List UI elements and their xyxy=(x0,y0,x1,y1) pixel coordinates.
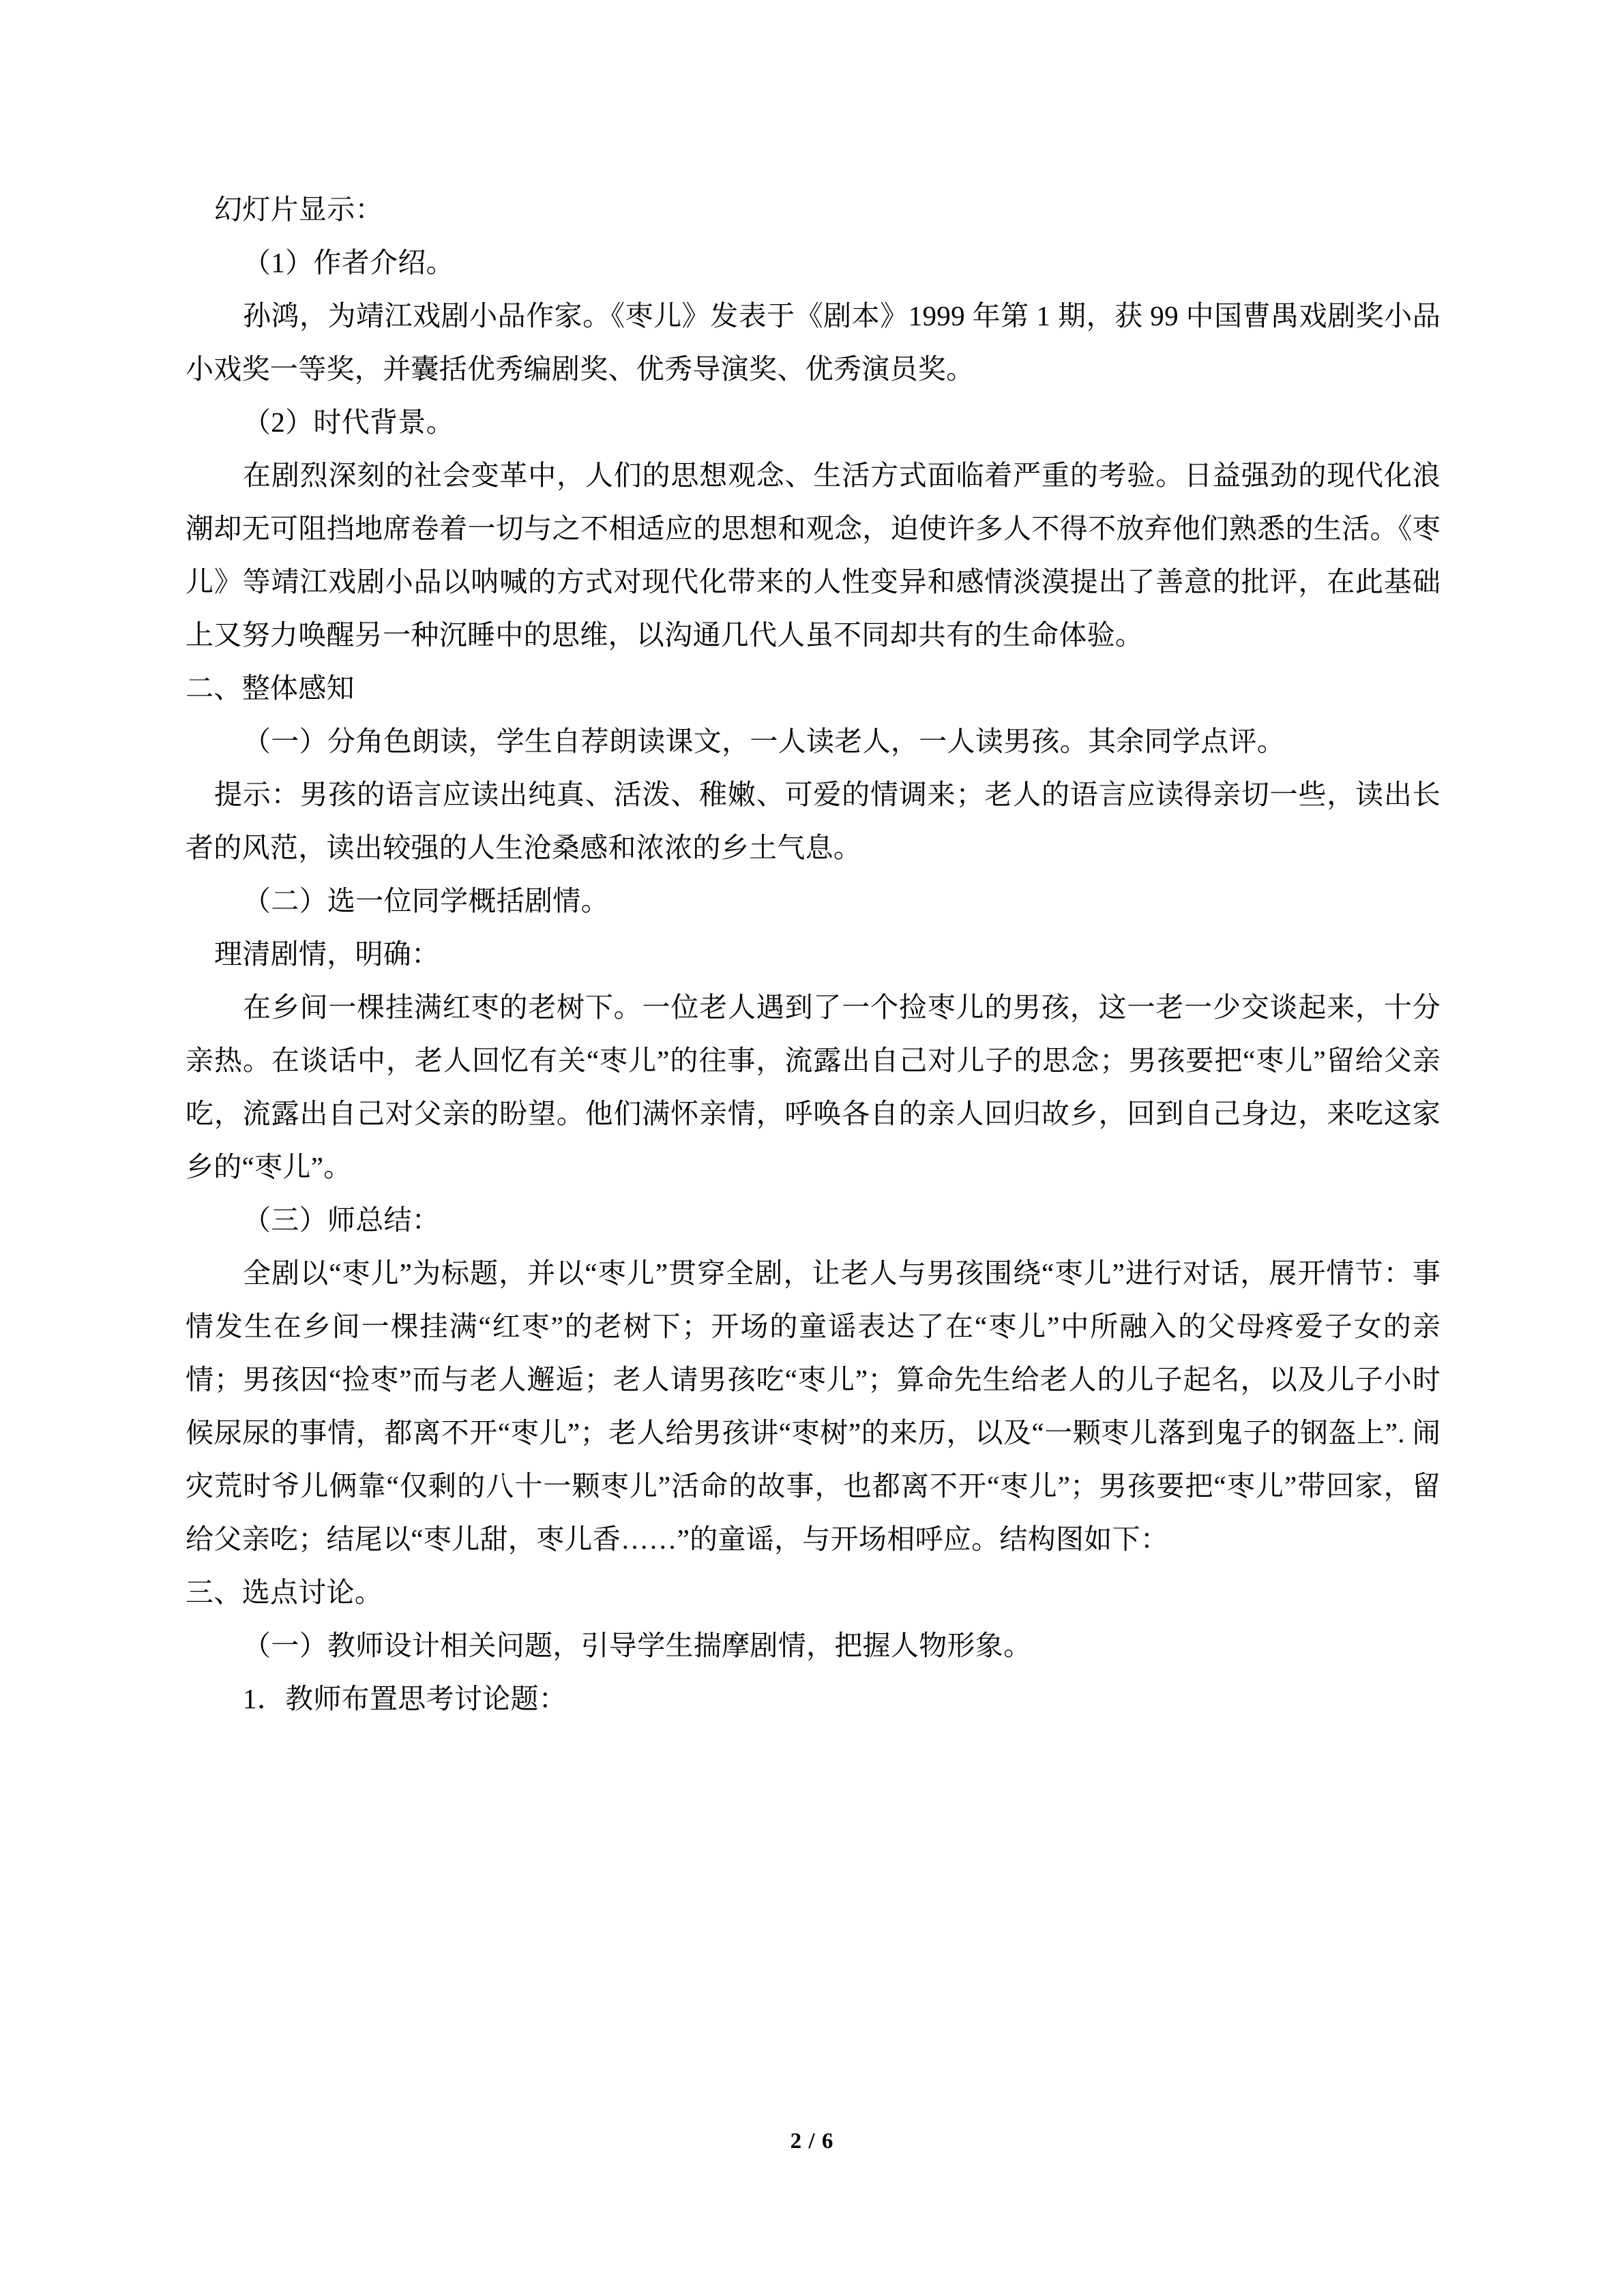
paragraph: 孙鸿，为靖江戏剧小品作家。《枣儿》发表于《剧本》1999 年第 1 期，获 99 中国曹禺戏剧奖小品小戏奖一等奖，并囊括优秀编剧奖、优秀导演奖、优秀演员奖。 xyxy=(186,300,1441,385)
paragraph: （三）师总结： xyxy=(243,1204,441,1236)
paragraph: 全剧以“枣儿”为标题，并以“枣儿”贯穿全剧，让老人与男孩围绕“枣儿”进行对话，展开情节：事情发生在乡间一棵挂满“红枣”的老树下；开场的童谣表达了在“枣儿”中所融入的父母疼爱子女的亲情；男孩因“捡枣”而与老人邂逅；老人请男孩吃“枣儿”；算命先生给老人的儿子起名，以及儿子小时候尿尿的事情，都离不开“枣儿”；老人给男孩讲“枣树”的来历，以及“一颗枣儿落到鬼子的钢盔上”. 闹灾荒时爷儿俩靠“仅剩的八十一颗枣儿”活命的故事，也都离不开“枣儿”；男孩要把“枣儿”带回家，留给父亲吃；结尾以“枣儿甜，枣儿香……”的童谣，与开场相呼应。结构图如下： xyxy=(186,1257,1441,1555)
paragraph: （二）选一位同学概括剧情。 xyxy=(243,885,609,916)
paragraph: （一）教师设计相关问题，引导学生揣摩剧情，把握人物形象。 xyxy=(243,1630,1032,1661)
page-body xyxy=(186,183,1441,1725)
paragraph: 提示：男孩的语言应读出纯真、活泼、稚嫩、可爱的情调来；老人的语言应读得亲切一些，读出长者的风范，读出较强的人生沧桑感和浓浓的乡土气息。 xyxy=(186,779,1441,863)
paragraph: 在剧烈深刻的社会变革中，人们的思想观念、生活方式面临着严重的考验。日益强劲的现代化浪潮却无可阻挡地席卷着一切与之不相适应的思想和观念，迫使许多人不得不放弃他们熟悉的生活。《枣儿》等靖江戏剧小品以呐喊的方式对现代化带来的人性变异和感情淡漠提出了善意的批评，在此基础上又努力唤醒另一种沉睡中的思维，以沟通几代人虽不同却共有的生命体验。 xyxy=(186,460,1441,651)
paragraph: 幻灯片显示： xyxy=(214,194,383,225)
paragraph: 理清剧情，明确： xyxy=(214,938,440,970)
section-heading: 三、选点讨论。 xyxy=(186,1577,383,1608)
paragraph: （2）时代背景。 xyxy=(243,406,454,438)
paragraph: 1．教师布置思考讨论题： xyxy=(243,1683,567,1714)
paragraph: （一）分角色朗读，学生自荐朗读课文，一人读老人，一人读男孩。其余同学点评。 xyxy=(243,726,1286,757)
paragraph: （1）作者介绍。 xyxy=(243,247,454,278)
paragraph: 在乡间一棵挂满红枣的老树下。一位老人遇到了一个捡枣儿的男孩，这一老一少交谈起来，十分亲热。在谈话中，老人回忆有关“枣儿”的往事，流露出自己对儿子的思念；男孩要把“枣儿”留给父亲吃，流露出自己对父亲的盼望。他们满怀亲情，呼唤各自的亲人回归故乡，回到自己身边，来吃这家乡的“枣儿”。 xyxy=(186,992,1441,1182)
page-number: 2 / 6 xyxy=(790,2129,834,2153)
section-heading: 二、整体感知 xyxy=(186,672,355,704)
